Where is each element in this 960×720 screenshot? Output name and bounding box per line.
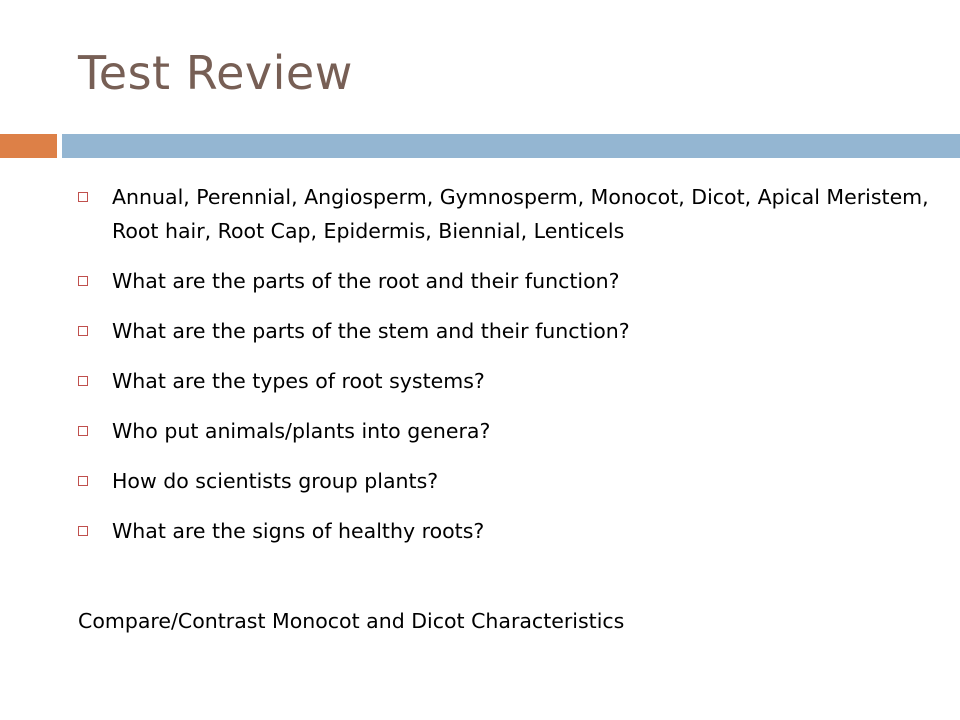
bullet-text: What are the parts of the root and their function? [112, 269, 620, 293]
bullet-item [78, 514, 938, 548]
hollow-square-bullet-icon [78, 526, 88, 536]
bullet-item [78, 314, 938, 348]
hollow-square-bullet-icon [78, 192, 88, 202]
slide-title: Test Review [78, 46, 353, 100]
bullet-item [78, 414, 938, 448]
bullet-text: Who put animals/plants into genera? [112, 419, 491, 443]
bullet-text: Annual, Perennial, Angiosperm, Gymnosperm, Monocot, Dicot, Apical Meristem, Root hair, Root Cap, Epidermis, Biennial, Lenticels [112, 185, 929, 243]
hollow-square-bullet-icon [78, 426, 88, 436]
hollow-square-bullet-icon [78, 276, 88, 286]
bullet-item [78, 364, 938, 398]
bullet-item [78, 264, 938, 298]
title-accent-bar [0, 134, 57, 158]
bullet-text: What are the signs of healthy roots? [112, 519, 485, 543]
bullet-text: What are the parts of the stem and their function? [112, 319, 630, 343]
bullet-text: How do scientists group plants? [112, 469, 439, 493]
bullet-item [78, 464, 938, 498]
bullet-item [78, 180, 938, 248]
hollow-square-bullet-icon [78, 326, 88, 336]
footer-line: Compare/Contrast Monocot and Dicot Characteristics [78, 609, 625, 633]
hollow-square-bullet-icon [78, 376, 88, 386]
bullet-list [78, 180, 938, 564]
hollow-square-bullet-icon [78, 476, 88, 486]
bullet-text: What are the types of root systems? [112, 369, 485, 393]
title-divider-bar [62, 134, 960, 158]
